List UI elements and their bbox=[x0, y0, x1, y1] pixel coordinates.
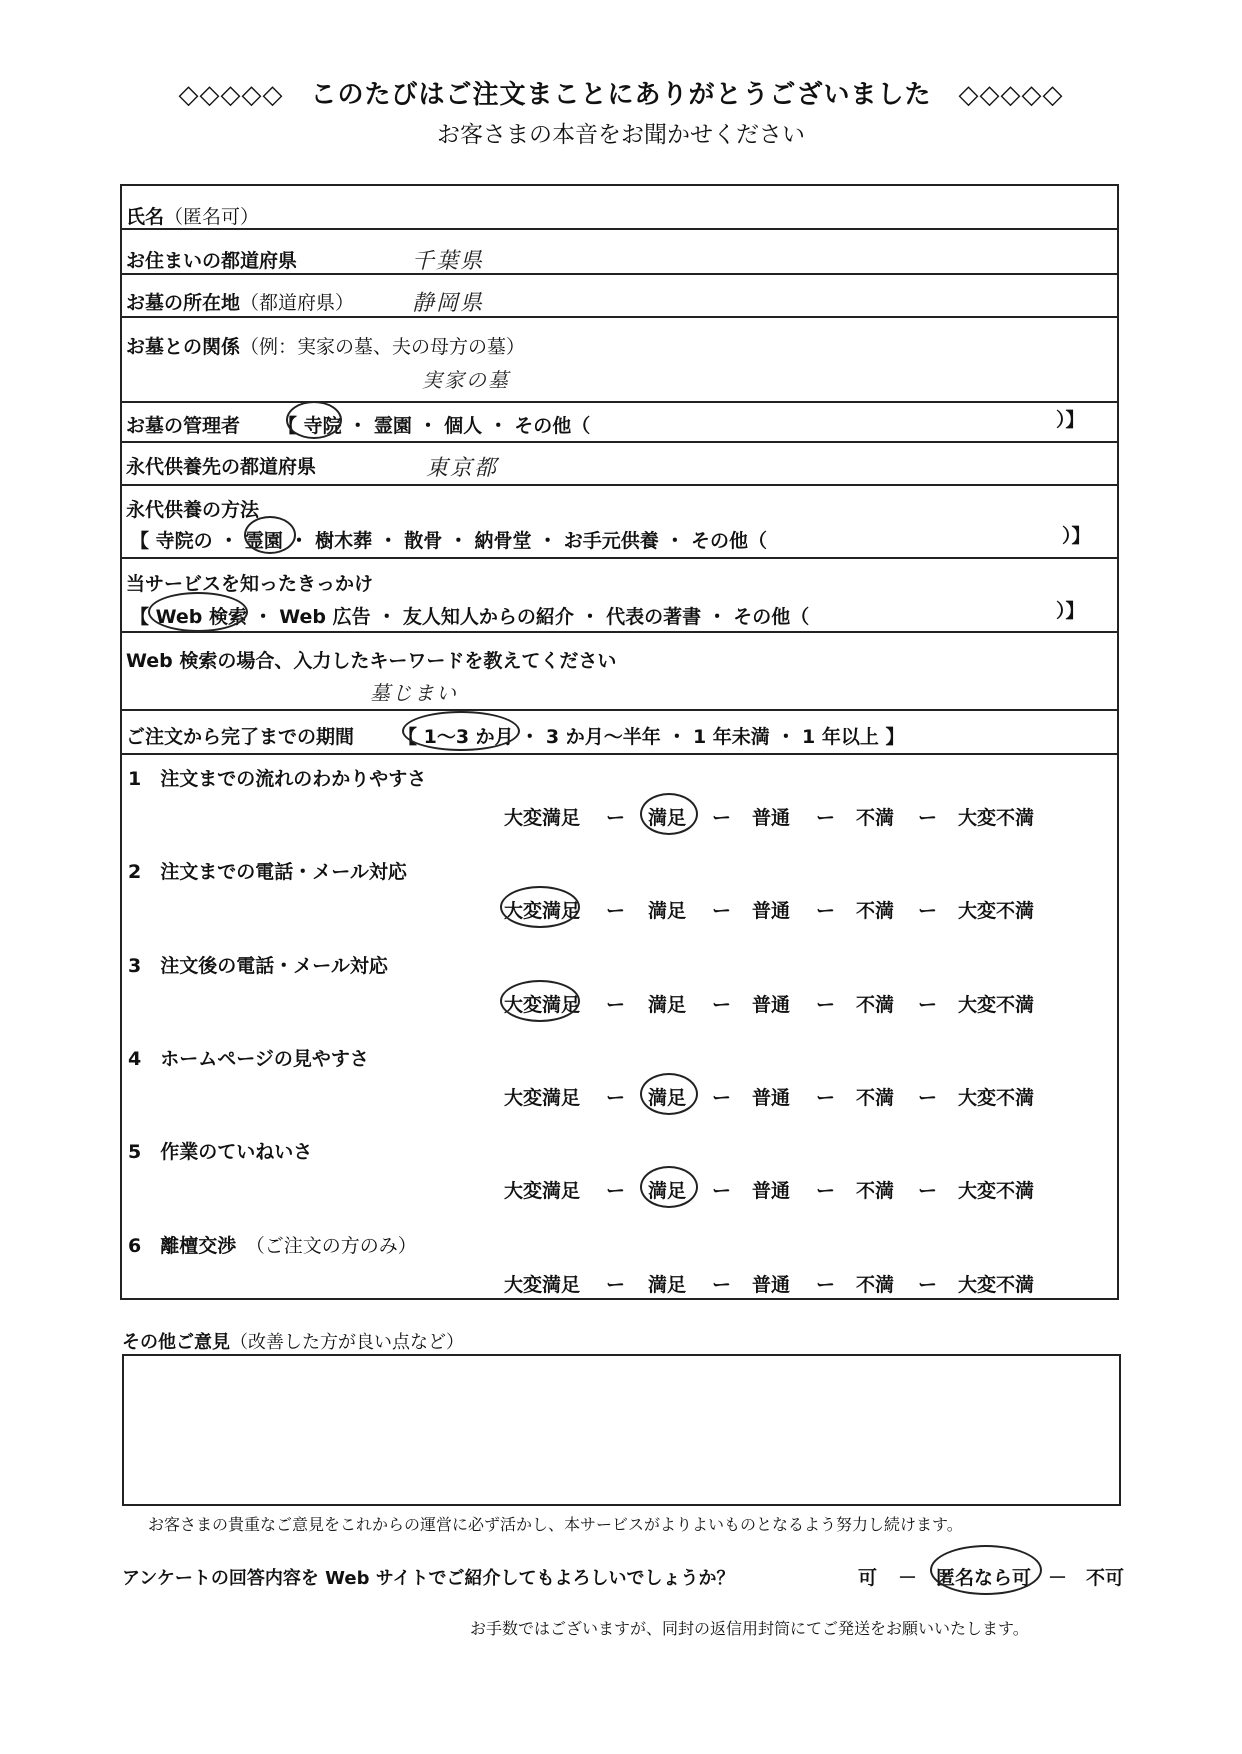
rating-option[interactable]: 不満 bbox=[856, 1180, 895, 1202]
rating-dash: ー bbox=[606, 900, 626, 922]
rating-question-number: 6 bbox=[128, 1235, 161, 1257]
source-label: 当サービスを知ったきっかけ bbox=[126, 573, 374, 595]
rating-selected-circle bbox=[640, 793, 698, 835]
rating-dash: ー bbox=[816, 807, 836, 829]
eternal-method-close: ）】 bbox=[1062, 525, 1091, 547]
rating-option[interactable]: 大変満足 bbox=[504, 1087, 581, 1109]
row-divider bbox=[120, 228, 1119, 230]
row-divider bbox=[120, 484, 1119, 486]
manager-label: お墓の管理者 bbox=[126, 415, 241, 437]
eternal-method-options[interactable]: 【 寺院の ・ 霊園 ・ 樹木葬 ・ 散骨 ・ 納骨堂 ・ お手元供養 ・ その他（ bbox=[130, 530, 767, 552]
rating-dash: ー bbox=[712, 1087, 732, 1109]
row-divider bbox=[120, 316, 1119, 318]
rating-dash: ー bbox=[816, 994, 836, 1016]
rating-option[interactable]: 大変不満 bbox=[958, 1087, 1035, 1109]
rating-question-number: 1 bbox=[128, 768, 161, 790]
rating-option[interactable]: 大変満足 bbox=[504, 1180, 581, 1202]
period-label: ご注文から完了までの期間 bbox=[126, 726, 355, 748]
rating-option[interactable]: 普通 bbox=[752, 807, 791, 829]
permission-question: アンケートの回答内容を Web サイトでご紹介してもよろしいでしょうか？ bbox=[122, 1568, 735, 1589]
rating-dash: ー bbox=[918, 807, 938, 829]
rating-dash: ー bbox=[816, 1274, 836, 1296]
rating-dash: ー bbox=[918, 994, 938, 1016]
rating-option[interactable]: 大変満足 bbox=[504, 994, 581, 1016]
permission-no[interactable]: 不可 bbox=[1086, 1567, 1125, 1589]
rating-dash: ー bbox=[918, 900, 938, 922]
rating-dash: ー bbox=[606, 1274, 626, 1296]
rating-dash: ー bbox=[918, 1274, 938, 1296]
rating-dash: ー bbox=[918, 1180, 938, 1202]
row-divider bbox=[120, 273, 1119, 275]
rating-question-number: 4 bbox=[128, 1048, 161, 1070]
rating-question-3 bbox=[128, 951, 388, 978]
rating-option[interactable]: 普通 bbox=[752, 1180, 791, 1202]
row-divider bbox=[120, 753, 1119, 755]
eternal-method-label: 永代供養の方法 bbox=[126, 499, 260, 521]
rating-dash: ー bbox=[712, 900, 732, 922]
rating-question-number: 2 bbox=[128, 861, 161, 883]
rating-option[interactable]: 普通 bbox=[752, 900, 791, 922]
keyword-label: Web 検索の場合、入力したキーワードを教えてください bbox=[126, 650, 617, 672]
grave-location-label: お墓の所在地（都道府県） bbox=[126, 292, 355, 314]
rating-option[interactable]: 満足 bbox=[648, 994, 687, 1016]
rating-option[interactable]: 不満 bbox=[856, 807, 895, 829]
relation-value[interactable]: 実家の墓 bbox=[422, 368, 510, 392]
name-label: 氏名（匿名可） bbox=[126, 206, 260, 228]
rating-question-2 bbox=[128, 857, 407, 884]
source-selected-circle bbox=[148, 592, 248, 632]
rating-question-5 bbox=[128, 1137, 312, 1164]
rating-option[interactable]: 満足 bbox=[648, 1180, 687, 1202]
rating-question-text: ホームページの見やすさ bbox=[160, 1048, 369, 1070]
eternal-method-selected-circle bbox=[244, 516, 296, 554]
keyword-value[interactable]: 墓じまい bbox=[370, 681, 458, 705]
row-divider bbox=[120, 631, 1119, 633]
permission-dash: － bbox=[1048, 1567, 1068, 1589]
row-divider bbox=[120, 557, 1119, 559]
rating-option[interactable]: 普通 bbox=[752, 1087, 791, 1109]
rating-question-4 bbox=[128, 1044, 369, 1071]
rating-option[interactable]: 満足 bbox=[648, 807, 687, 829]
rating-option[interactable]: 大変不満 bbox=[958, 994, 1035, 1016]
permission-yes[interactable]: 可 bbox=[858, 1567, 878, 1589]
rating-selected-circle bbox=[500, 980, 580, 1022]
rating-option[interactable]: 満足 bbox=[648, 1087, 687, 1109]
rating-selected-circle bbox=[500, 886, 580, 928]
manager-close: ）】 bbox=[1056, 409, 1085, 431]
rating-dash: ー bbox=[606, 807, 626, 829]
row-divider bbox=[120, 709, 1119, 711]
rating-option[interactable]: 大変満足 bbox=[504, 807, 581, 829]
rating-selected-circle bbox=[640, 1073, 698, 1115]
rating-question-1 bbox=[128, 764, 426, 791]
permission-dash: － bbox=[898, 1567, 918, 1589]
permission-selected-circle bbox=[930, 1545, 1042, 1595]
rating-question-6 bbox=[128, 1231, 417, 1258]
manager-options[interactable]: 【 寺院 ・ 霊園 ・ 個人 ・ その他（ bbox=[278, 415, 591, 437]
row-divider bbox=[120, 401, 1119, 403]
page-subtitle: お客さまの本音をお聞かせください bbox=[437, 122, 805, 148]
rating-question-text: 離檀交渉 bbox=[160, 1235, 237, 1257]
rating-option[interactable]: 満足 bbox=[648, 1274, 687, 1296]
rating-dash: ー bbox=[712, 1274, 732, 1296]
source-options[interactable]: 【 Web 検索 ・ Web 広告 ・ 友人知人からの紹介 ・ 代表の著書 ・ その他（ bbox=[130, 606, 810, 628]
rating-option[interactable]: 普通 bbox=[752, 994, 791, 1016]
row-divider bbox=[120, 441, 1119, 443]
rating-option[interactable]: 普通 bbox=[752, 1274, 791, 1296]
rating-option[interactable]: 大変不満 bbox=[958, 807, 1035, 829]
rating-dash: ー bbox=[712, 994, 732, 1016]
rating-question-text: 注文までの流れのわかりやすさ bbox=[160, 768, 427, 790]
rating-option[interactable]: 不満 bbox=[856, 1087, 895, 1109]
period-options[interactable]: 【 1～3 か月 ・ 3 か月～半年 ・ 1 年未満 ・ 1 年以上 】 bbox=[398, 726, 905, 748]
rating-dash: ー bbox=[606, 1180, 626, 1202]
rating-question-text: 作業のていねいさ bbox=[160, 1141, 313, 1163]
source-close: ）】 bbox=[1056, 600, 1085, 622]
rating-option[interactable]: 満足 bbox=[648, 900, 687, 922]
rating-option[interactable]: 大変不満 bbox=[958, 900, 1035, 922]
rating-dash: ー bbox=[606, 994, 626, 1016]
rating-option[interactable]: 不満 bbox=[856, 994, 895, 1016]
rating-dash: ー bbox=[816, 900, 836, 922]
rating-question-number: 3 bbox=[128, 955, 161, 977]
period-selected-circle bbox=[402, 711, 520, 751]
rating-question-text: 注文後の電話・メール対応 bbox=[160, 955, 388, 977]
rating-option[interactable]: 大変不満 bbox=[958, 1274, 1035, 1296]
rating-dash: ー bbox=[816, 1180, 836, 1202]
eternal-pref-value[interactable]: 東京都 bbox=[426, 456, 499, 481]
rating-option[interactable]: 大変満足 bbox=[504, 900, 581, 922]
permission-anon[interactable]: 匿名なら可 bbox=[936, 1567, 1032, 1589]
commitment-text: お客さまの貴重なご意見をこれからの運営に必ず活かし、本サービスがよりよいものとなるよう努力し続けます。 bbox=[148, 1515, 963, 1534]
closing-text: お手数ではございますが、同封の返信用封筒にてご発送をお願いいたします。 bbox=[470, 1619, 1029, 1638]
rating-dash: ー bbox=[712, 807, 732, 829]
rating-option[interactable]: 不満 bbox=[856, 1274, 895, 1296]
rating-dash: ー bbox=[816, 1087, 836, 1109]
rating-option[interactable]: 不満 bbox=[856, 900, 895, 922]
page-title: ◇◇◇◇◇ このたびはご注文まことにありがとうございました ◇◇◇◇◇ bbox=[178, 80, 1064, 110]
manager-selected-circle bbox=[286, 401, 342, 439]
rating-question-note: （ご注文の方のみ） bbox=[236, 1235, 417, 1257]
prefecture-label: お住まいの都道府県 bbox=[126, 250, 298, 272]
rating-selected-circle bbox=[640, 1166, 698, 1208]
rating-dash: ー bbox=[606, 1087, 626, 1109]
eternal-pref-label: 永代供養先の都道府県 bbox=[126, 456, 317, 478]
rating-question-number: 5 bbox=[128, 1141, 161, 1163]
other-comments-box[interactable] bbox=[122, 1354, 1121, 1506]
rating-dash: ー bbox=[712, 1180, 732, 1202]
rating-option[interactable]: 大変満足 bbox=[504, 1274, 581, 1296]
grave-location-value[interactable]: 静岡県 bbox=[412, 291, 485, 316]
rating-question-text: 注文までの電話・メール対応 bbox=[160, 861, 407, 883]
other-label: その他ご意見（改善した方が良い点など） bbox=[122, 1332, 464, 1353]
prefecture-value[interactable]: 千葉県 bbox=[412, 249, 485, 274]
relation-label: お墓との関係（例：実家の墓、夫の母方の墓） bbox=[126, 336, 526, 358]
rating-option[interactable]: 大変不満 bbox=[958, 1180, 1035, 1202]
rating-dash: ー bbox=[918, 1087, 938, 1109]
